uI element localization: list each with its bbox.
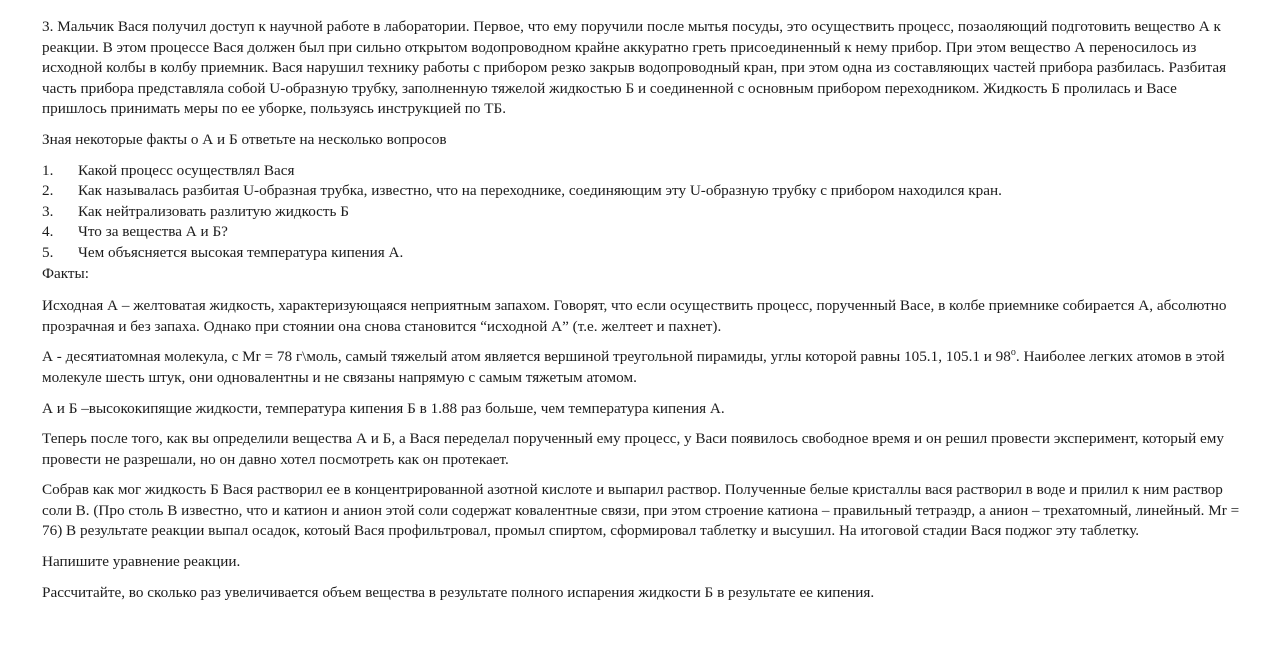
fact-2-text-end: . Наиболее легких атомов в этой молекуле шесть штук, они одновалентны и не связаны напрямую с самым тяжетым атомом. [42,348,1225,386]
list-item-number: 5. [42,243,54,261]
list-item-text: Чем объясняется высокая температура кипения А. [78,243,404,261]
fact-paragraph-3: А и Б –высококипящие жидкости, температура кипения Б в 1.88 раз больше, чем температура кипения А. [42,399,725,417]
experiment-description: Собрав как мог жидкость Б Вася растворил ее в концентрированной азотной кислоте и выпарил раствор. Полученные белые кристаллы вася растворил в воде и прилил к ним раствор соли В. (Про столь В известно, что и катион и анион этой соли содержат ковалентные связи, при этом строение катиона – правильный тетраэдр, а анион – трехатомный, линейный. Mr = 76) В результате реакции выпал осадок, котоый Вася профильтровал, промыл спиртом, сформировал таблетку и высушил. На итоговой стадии Вася поджог эту таблетку. [42,481,1240,540]
facts-label: Факты: [42,264,89,282]
list-item-text: Как называлась разбитая U-образная трубка, известно, что на переходнике, соединяющим эту U-образную трубку с прибором находился кран. [78,182,1002,200]
problem-intro: 3. Мальчик Вася получил доступ к научной работе в лаборатории. Первое, что ему поручили после мытья посуды, это осуществить процесс, позаоляющий подготовить вещество А к реакции. В этом процессе Вася должен был при сильно открытом водопроводном крайне аккуратно греть присоединенный к нему прибор. При этом вещество А переносилось из исходной колбы в колбу приемник. Вася нарушил технику работы с прибором резко закрыв водопроводный кран, при этом одна из составляющих частей прибора разбилась. Разбитая часть прибора представляла собой U-образную трубку, заполненную тяжелой жидкостью Б и соединенной с основным прибором переходником. Жидкость Б пролилась и Васе пришлось принимать меры по ее уборке, пользуясь инструкцией по ТБ. [42,18,1227,118]
task-volume-calculation: Рассчитайте, во сколько раз увеличивается объем вещества в результате полного испарения жидкости Б в результате ее кипения. [42,583,875,601]
list-item [42,243,1242,264]
list-item [42,222,1242,243]
list-item-text: Что за вещества А и Б? [78,223,228,241]
list-item-number: 3. [42,202,54,220]
fact-paragraph-1: Исходная А – желтоватая жидкость, характеризующаяся неприятным запахом. Говорят, что если осуществить процесс, порученный Васе, в колбе приемнике собирается А, абсолютно прозрачная и без запаха. Однако при стоянии она снова становится “исходной А” (т.е. желтеет и пахнет). [42,297,1227,335]
list-item-number: 1. [42,161,54,179]
list-item-number: 4. [42,223,54,241]
task-reaction-equation: Напишите уравнение реакции. [42,553,241,571]
list-item [42,181,1242,202]
list-item [42,202,1242,223]
experiment-intro: Теперь после того, как вы определили вещества А и Б, а Вася переделал порученный ему процесс, у Васи появилось свободное время и он решил провести эксперимент, который ему провести не разрешали, но он давно хотел посмотреть как он протекает. [42,430,1224,468]
document-body [42,17,1242,613]
list-item-number: 2. [42,182,54,200]
list-item-text: Какой процесс осуществлял Вася [78,161,295,179]
degree-sign: o [1010,347,1016,359]
fact-paragraph-2 [42,347,1242,388]
list-item-text: Как нейтрализовать разлитую жидкость Б [78,202,349,220]
list-item [42,161,1242,182]
fact-2-text-start: А - десятиатомная молекула, с Mr = 78 г\моль, самый тяжелый атом является вершиной треугольной пирамиды, углы которой равны 105.1, 105.1 и 98 [42,348,1011,366]
questions-list [42,161,1242,264]
questions-lead-in: Зная некоторые факты о А и Б ответьте на несколько вопросов [42,130,447,148]
